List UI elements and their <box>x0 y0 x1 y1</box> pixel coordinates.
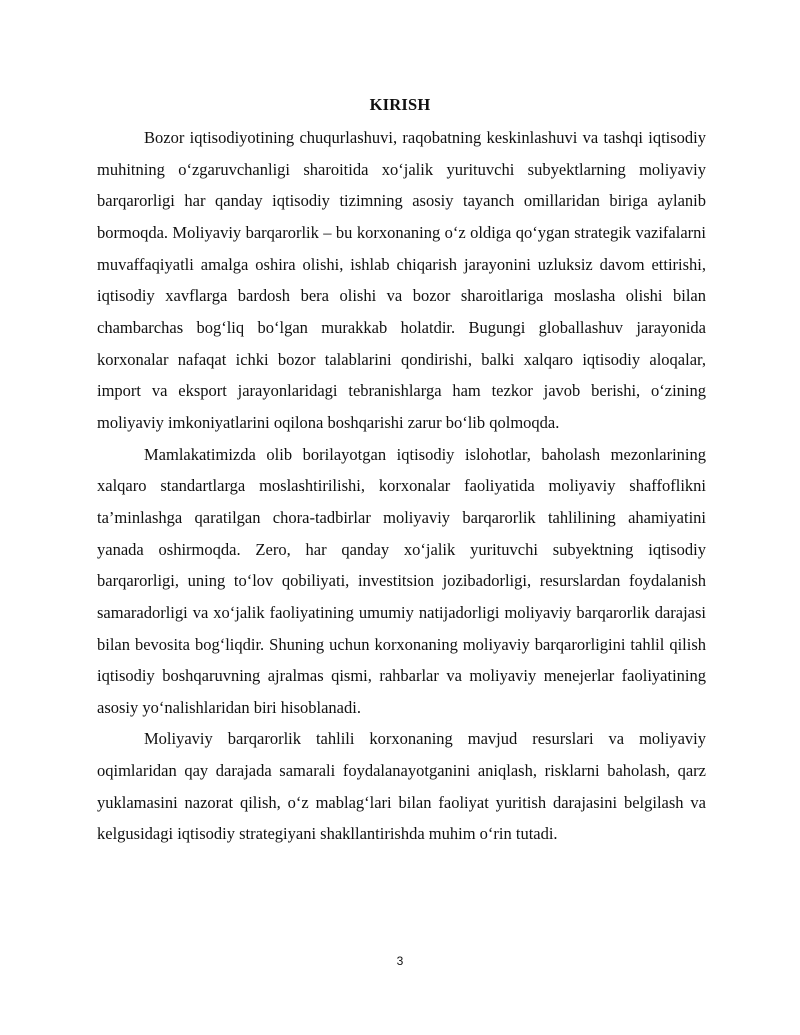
body-text <box>97 122 706 850</box>
paragraph-2: Mamlakatimizda olib borilayotgan iqtisodiy islohotlar, baholash mezonlarining xalqaro standartlarga moslashtirilishi, korxonalar faoliyatida moliyaviy shaffoflikni ta’minlashga qaratilgan chora-tadbirlar moliyaviy barqarorlik tahlilining ahamiyatini yanada oshirmoqda. Zero, har qanday xo‘jalik yurituvchi subyektning iqtisodiy barqarorligi, uning to‘lov qobiliyati, investitsion jozibadorligi, resurslardan foydalanish samaradorligi va xo‘jalik faoliyatining umumiy natijadorligi moliyaviy barqarorlik darajasi bilan bevosita bog‘liqdir. Shuning uchun korxonaning moliyaviy barqarorligini tahlil qilish iqtisodiy boshqaruvning ajralmas qismi, rahbarlar va moliyaviy menejerlar faoliyatining asosiy yo‘nalishlaridan biri hisoblanadi. <box>97 444 706 717</box>
paragraph-3: Moliyaviy barqarorlik tahlili korxonaning mavjud resurslari va moliyaviy oqimlaridan qay darajada samarali foydalanayotganini aniqlash, risklarni baholash, qarz yuklamasini nazorat qilish, o‘z mablag‘lari bilan faoliyat yuritish darajasini belgilash va kelgusidagi iqtisodiy strategiyani shakllantirishda muhim o‘rin tutadi. <box>97 729 706 844</box>
section-title: KIRISH <box>369 95 431 114</box>
paragraph-1: Bozor iqtisodiyotining chuqurlashuvi, raqobatning keskinlashuvi va tashqi iqtisodiy muhitning o‘zgaruvchanligi sharoitida xo‘jalik yurituvchi subyektlarning moliyaviy barqarorligi har qanday iqtisodiy tizimning asosiy tayanch omillaridan biriga aylanib bormoqda. Moliyaviy barqarorlik – bu korxonaning o‘z oldiga qo‘ygan strategik vazifalarni muvaffaqiyatli amalga oshira olishi, ishlab chiqarish jarayonini uzluksiz davom ettirishi, iqtisodiy xavflarga bardosh bera olishi va bozor sharoitlariga moslasha olishi bilan chambarchas bog‘liq bo‘lgan murakkab holatdir. Bugungi globallashuv jarayonida korxonalar nafaqat ichki bozor talablarini qondirishi, balki xalqaro iqtisodiy aloqalar, import va eksport jarayonlaridagi tebranishlarga ham tezkor javob berishi, o‘zining moliyaviy imkoniyatlarini oqilona boshqarishi zarur bo‘lib qolmoqda. <box>97 128 706 432</box>
page-number: 3 <box>396 954 404 968</box>
